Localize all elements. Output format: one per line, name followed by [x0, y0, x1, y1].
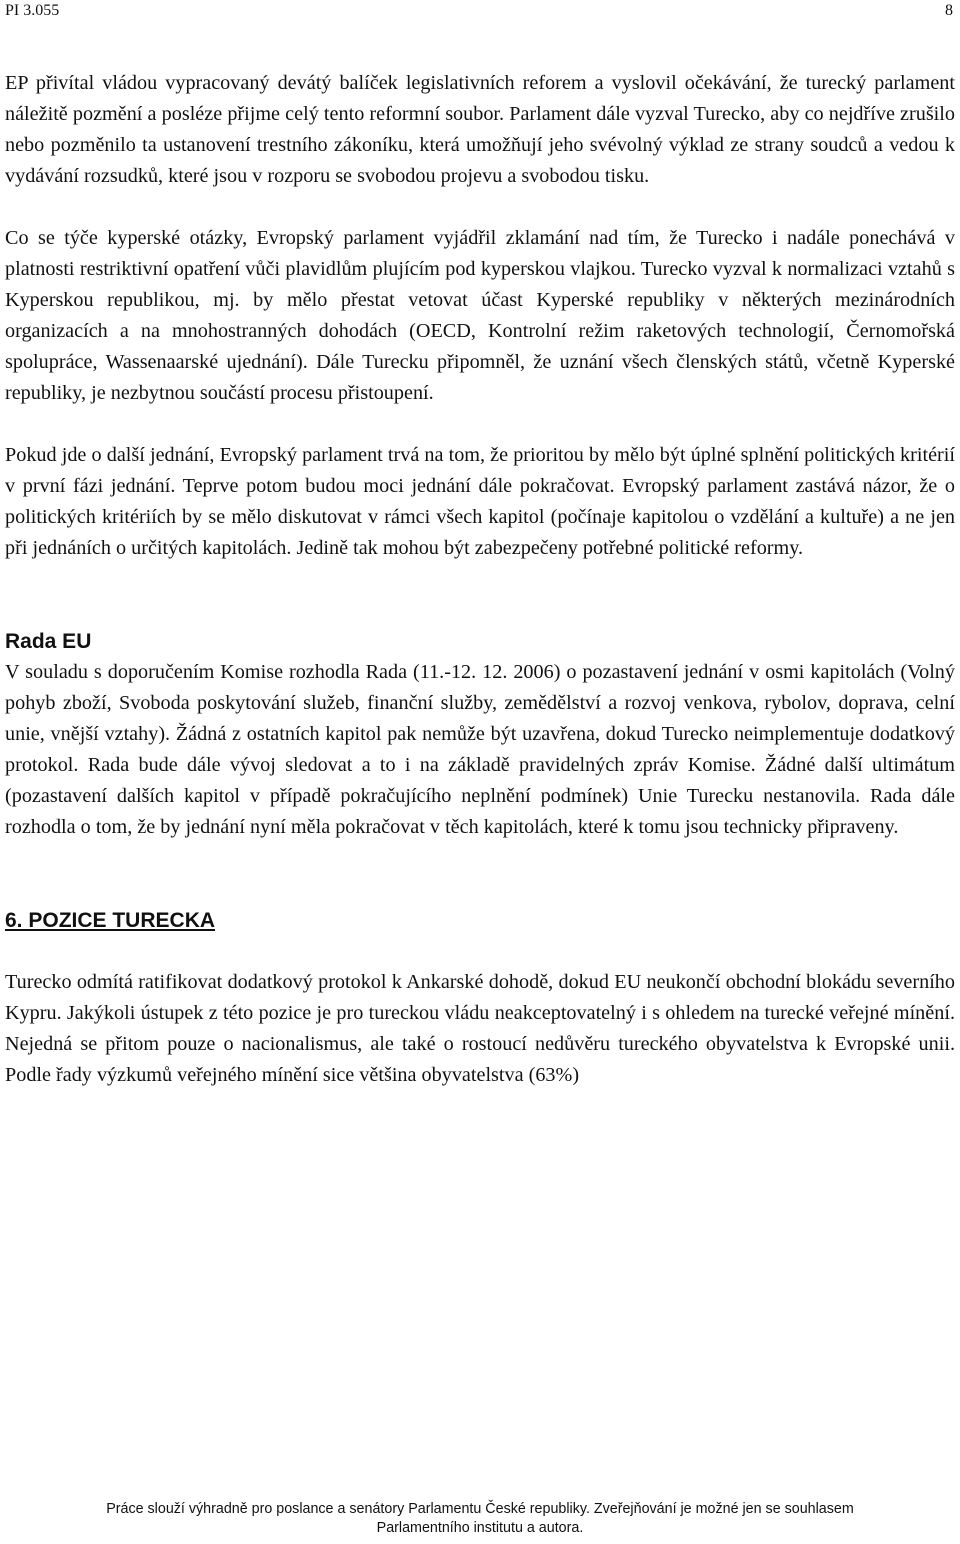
paragraph-further-negotiations: Pokud jde o další jednání, Evropský parlament trvá na tom, že prioritou by mělo být úplné splnění politických kritérií v první fázi jednání. Teprve potom budou moci jednání dále pokračovat. Evropský parlament zastává názor, že o politických kritériích by se mělo diskutovat v rámci všech kapitol (počínaje kapitolou o vzdělání a kultuře) a ne jen při jednáních o určitých kapitolách. Jedině tak mohou být zabezpečeny potřebné politické reformy.	[5, 444, 955, 559]
page-header	[5, 0, 953, 24]
footer-line-1: Práce slouží výhradně pro poslance a senátory Parlamentu České republiky. Zveřejňování je možné jen se souhlasem	[106, 1501, 854, 1517]
document-body	[5, 68, 955, 1091]
page-number: 8	[945, 2, 953, 19]
paragraph-turkey-position: Turecko odmítá ratifikovat dodatkový protokol k Ankarské dohodě, dokud EU neukončí obchodní blokádu severního Kypru. Jakýkoli ústupek z této pozice je pro tureckou vládu neakceptovatelný i s ohledem na turecké veřejné mínění. Nejedná se přitom pouze o nacionalismus, ale také o rostoucí nedůvěru tureckého obyvatelstva k Evropské unii. Podle řady výzkumů veřejného mínění sice většina obyvatelstva (63%)	[5, 971, 955, 1086]
page-footer	[0, 1500, 960, 1538]
paragraph-council-decision: V souladu s doporučením Komise rozhodla Rada (11.-12. 12. 2006) o pozastavení jednání v osmi kapitolách (Volný pohyb zboží, Svoboda poskytování služeb, finanční služby, zemědělství a rozvoj venkova, rybolov, doprava, celní unie, vnější vztahy). Žádná z ostatních kapitol pak nemůže být uzavřena, dokud Turecko neimplementuje dodatkový protokol. Rada bude dále vývoj sledovat a to i na základě pravidelných zpráv Komise. Žádné další ultimátum (pozastavení dalších kapitol v případě pokračujícího neplnění podmínek) Unie Turecku nestanovila. Rada dále rozhodla o tom, že by jednání nyní měla pokračovat v těch kapitolách, které k tomu jsou technicky připraveny.	[5, 661, 955, 838]
footer-line-2: Parlamentního institutu a autora.	[376, 1520, 584, 1536]
heading-section-6: 6. POZICE TURECKA	[5, 909, 216, 932]
paragraph-ep-reforms: EP přivítal vládou vypracovaný devátý balíček legislativních reforem a vyslovil očekávání, že turecký parlament náležitě pozmění a posléze přijme celý tento reformní soubor. Parlament dále vyzval Turecko, aby co nejdříve zrušilo nebo pozměnilo ta ustanovení trestního zákoníku, která umožňují jeho svévolný výklad ze strany soudců a vedou k vydávání rozsudků, které jsou v rozporu se svobodou projevu a svobodou tisku.	[5, 72, 955, 187]
paragraph-cyprus-question: Co se týče kyperské otázky, Evropský parlament vyjádřil zklamání nad tím, že Turecko i nadále ponechává v platnosti restriktivní opatření vůči plavidlům plujícím pod kyperskou vlajkou. Turecko vyzval k normalizaci vztahů s Kyperskou republikou, mj. by mělo přestat vetovat účast Kyperské republiky v některých mezinárodních organizacích a na mnohostranných dohodách (OECD, Kontrolní režim raketových technologií, Černomořská spolupráce, Wassenaarské ujednání). Dále Turecku připomněl, že uznání všech členských států, včetně Kyperské republiky, je nezbytnou součástí procesu přistoupení.	[5, 227, 955, 404]
heading-rada-eu: Rada EU	[5, 630, 92, 653]
document-id: PI 3.055	[5, 2, 60, 19]
